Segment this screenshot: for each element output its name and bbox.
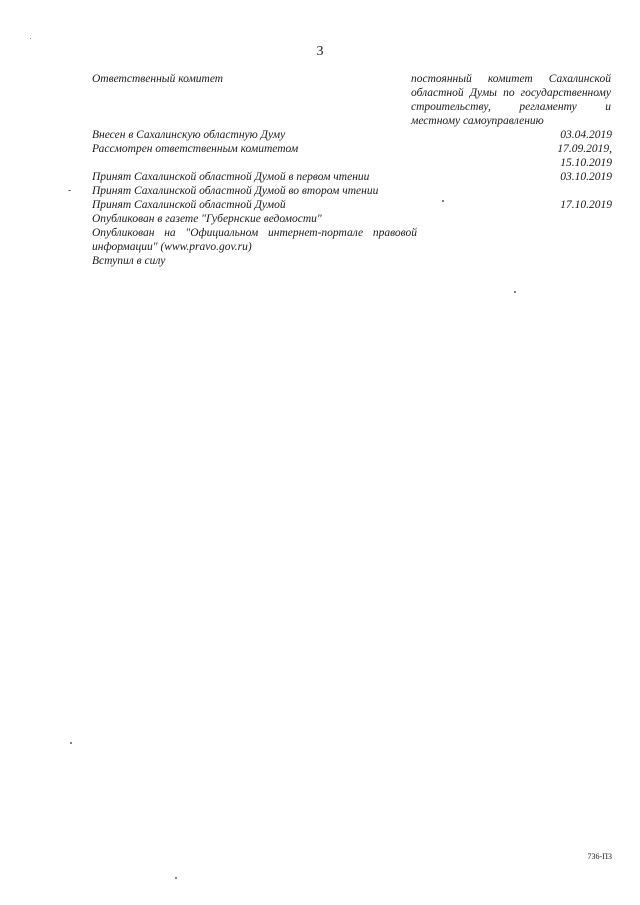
page-number: 3	[316, 44, 324, 59]
entry-submitted-label: Внесен в Сахалинскую областную Думу	[92, 129, 286, 141]
entry-reviewed-date-second: 15.10.2019	[560, 157, 612, 169]
committee-label: Ответственный комитет	[92, 73, 224, 85]
entry-reviewed-date: 17.09.2019,	[557, 143, 612, 155]
scan-speck	[30, 38, 31, 39]
scan-speck	[442, 200, 444, 202]
entry-effective-label: Вступил в силу	[92, 255, 166, 267]
scan-speck	[68, 190, 71, 191]
entry-portal-label: Опубликован на "Официальном интернет-портале правовой информации" (www.pravo.gov.ru)	[92, 227, 417, 253]
entry-newspaper-label: Опубликован в газете "Губернские ведомости"	[92, 213, 322, 225]
entry-second-reading-label: Принят Сахалинской областной Думой во втором чтении	[92, 185, 379, 197]
scan-speck	[70, 742, 72, 744]
scan-speck	[514, 291, 516, 293]
footer-code: 736-ПЗ	[587, 852, 612, 861]
entry-adopted-date: 17.10.2019	[560, 199, 612, 211]
entry-first-reading-date: 03.10.2019	[560, 171, 612, 183]
scan-speck	[175, 877, 177, 879]
entry-reviewed-label: Рассмотрен ответственным комитетом	[92, 143, 299, 155]
entry-submitted-date: 03.04.2019	[560, 129, 612, 141]
entry-first-reading-label: Принят Сахалинской областной Думой в первом чтении	[92, 171, 370, 183]
entry-adopted-label: Принят Сахалинской областной Думой	[92, 199, 286, 211]
committee-value: постоянный комитет Сахалинской областной Думы по государственному строительству, регламенту и местному самоуправлению	[411, 73, 611, 127]
